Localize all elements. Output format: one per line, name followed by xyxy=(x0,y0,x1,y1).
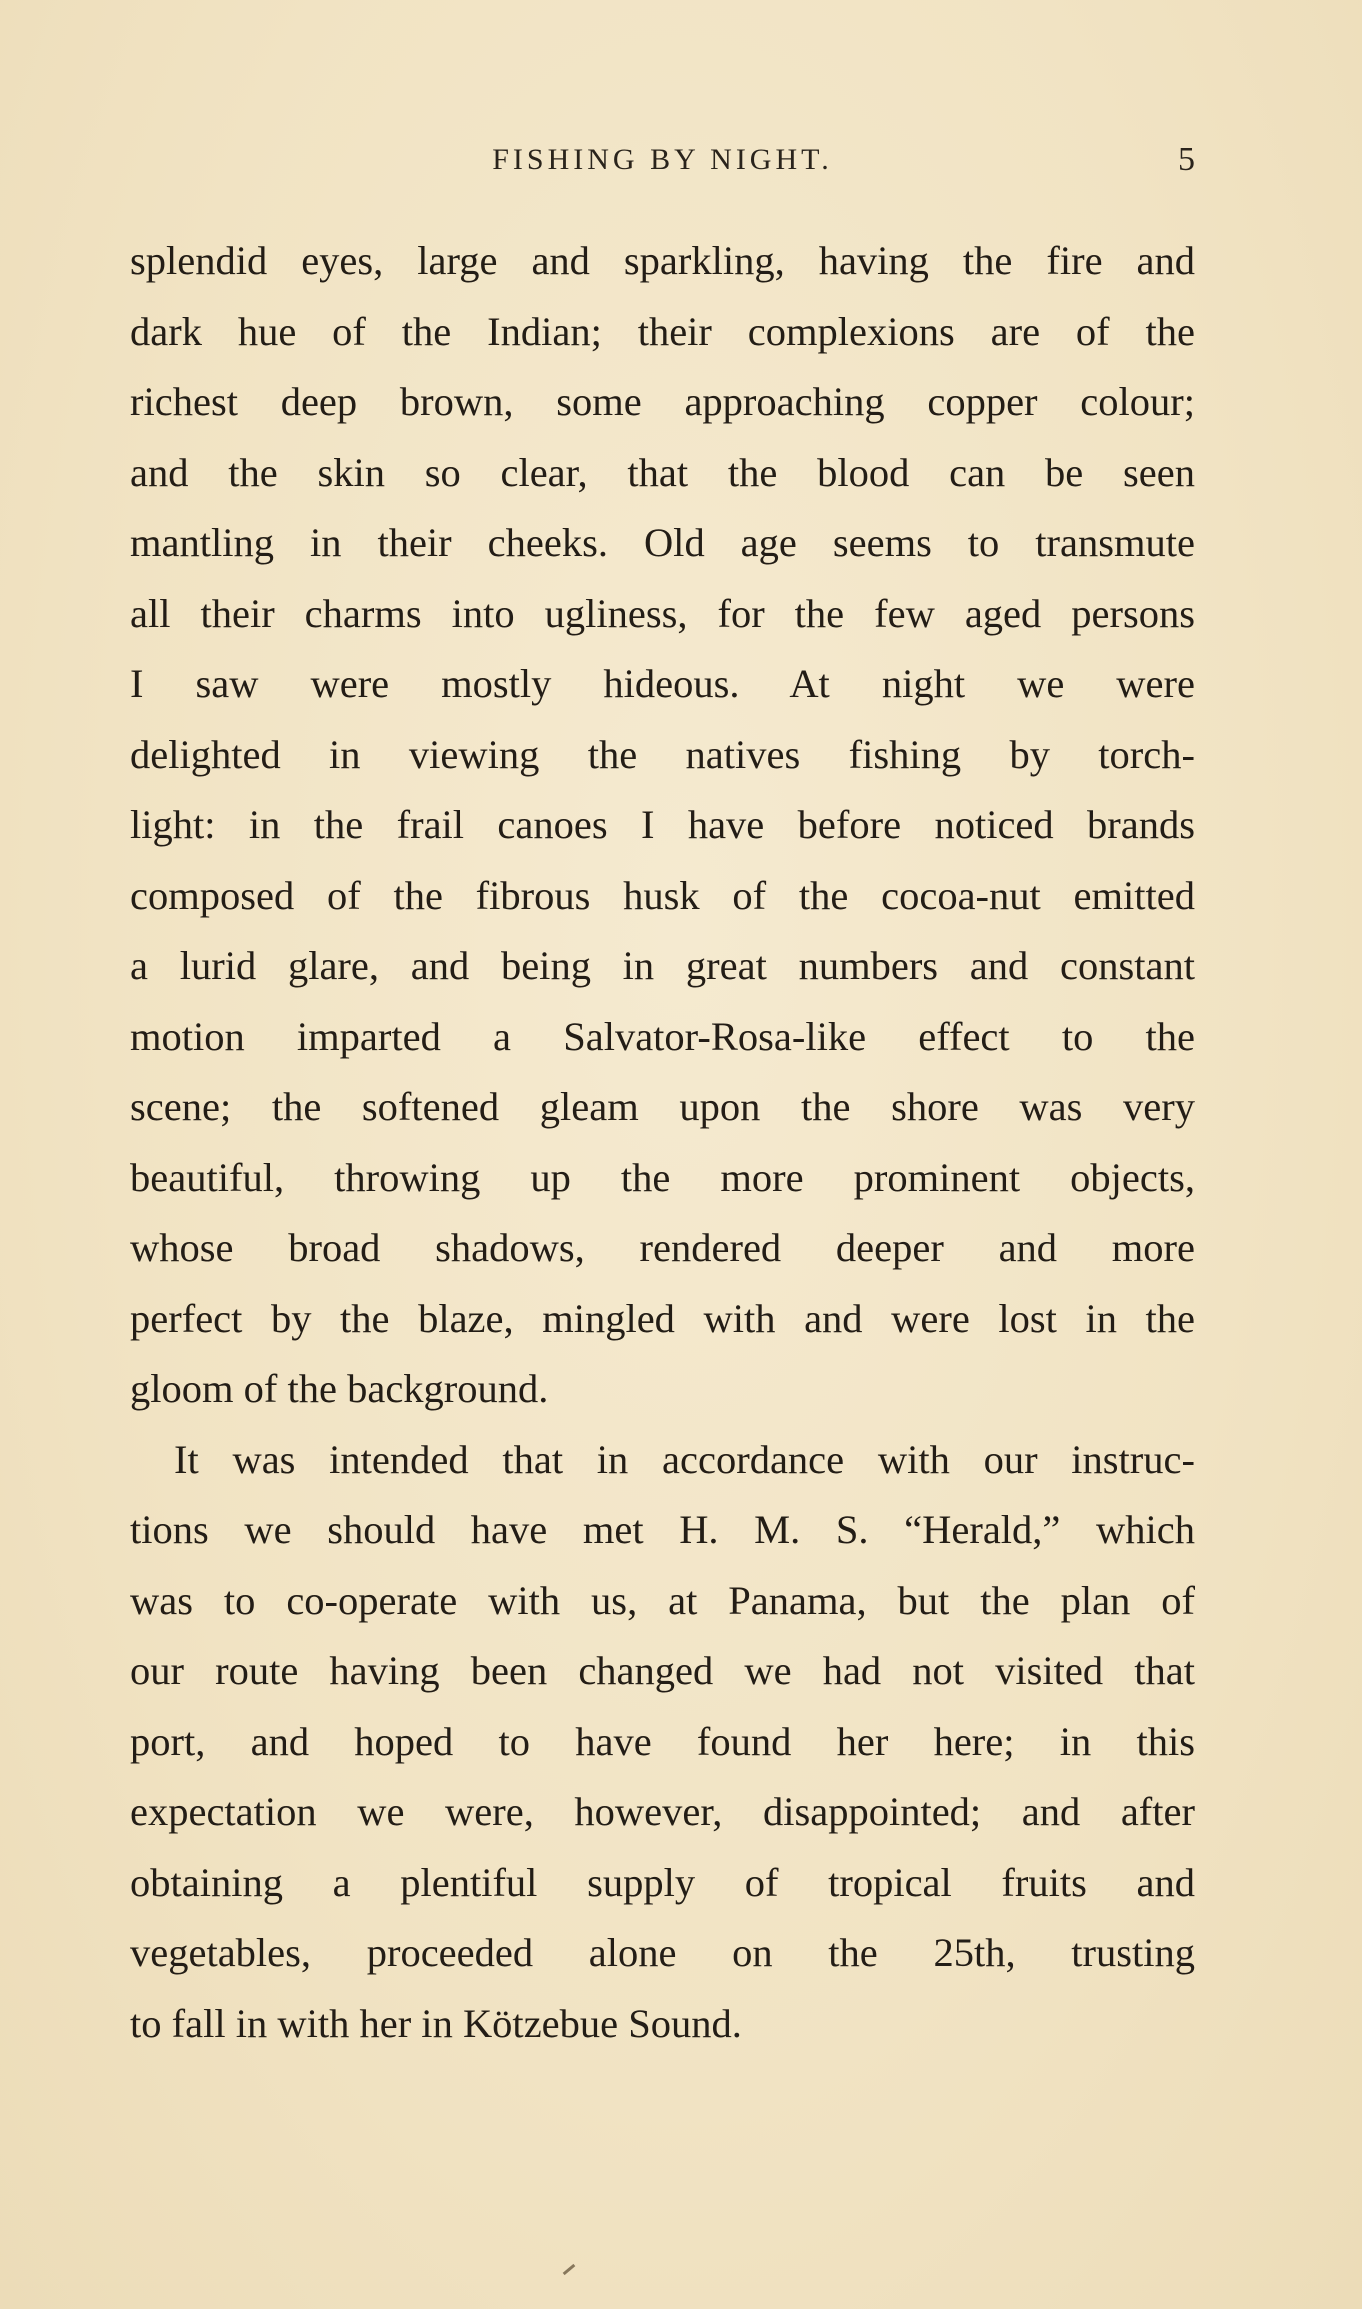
page-number: 5 xyxy=(1178,141,1195,178)
text-line: our route having been changed we had not visited that xyxy=(130,1648,1195,1693)
text-line: a lurid glare, and being in great numbers and constant xyxy=(130,943,1195,988)
chapter-title: FISHING BY NIGHT. xyxy=(492,143,833,176)
text-line: was to co-operate with us, at Panama, but the plan of xyxy=(130,1577,1195,1623)
text-line: and the skin so clear, that the blood can be seen xyxy=(130,449,1195,495)
text-line: I saw were mostly hideous. At night we were xyxy=(130,661,1195,706)
text-line: beautiful, throwing up the more prominent objects, xyxy=(130,1154,1195,1200)
text-line: splendid eyes, large and sparkling, having the fire and xyxy=(130,238,1195,283)
text-line: perfect by the blaze, mingled with and were lost in the xyxy=(130,1295,1195,1341)
text-line: vegetables, proceeded alone on the 25th, trusting xyxy=(130,1930,1195,1975)
body-text xyxy=(130,226,1195,2059)
text-line: obtaining a plentiful supply of tropical fruits and xyxy=(130,1859,1195,1905)
text-line: to fall in with her in Kötzebue Sound. xyxy=(130,2000,742,2046)
text-line: gloom of the background. xyxy=(130,1366,549,1411)
text-line: expectation we were, however, disappointed; and after xyxy=(130,1789,1195,1834)
paragraph-1 xyxy=(130,226,1195,1425)
text-line: delighted in viewing the natives fishing by torch- xyxy=(130,731,1195,777)
text-line: richest deep brown, some approaching copper colour; xyxy=(130,379,1195,424)
text-line: composed of the fibrous husk of the cocoa-nut emitted xyxy=(130,872,1195,918)
text-line: port, and hoped to have found her here; in this xyxy=(130,1718,1195,1764)
text-line: motion imparted a Salvator-Rosa-like effect to the xyxy=(130,1013,1195,1059)
text-line: whose broad shadows, rendered deeper and more xyxy=(130,1225,1195,1270)
text-line: mantling in their cheeks. Old age seems to transmute xyxy=(130,520,1195,565)
text-line: all their charms into ugliness, for the few aged persons xyxy=(130,590,1195,636)
paragraph-2 xyxy=(130,1425,1195,2060)
text-line: light: in the frail canoes I have before noticed brands xyxy=(130,802,1195,847)
text-line: dark hue of the Indian; their complexions are of the xyxy=(130,308,1195,354)
text-line: tions we should have met H. M. S. “Herald,” which xyxy=(130,1507,1195,1552)
text-line: scene; the softened gleam upon the shore was very xyxy=(130,1084,1195,1129)
text-line: It was intended that in accordance with our instruc- xyxy=(174,1436,1195,1482)
running-head xyxy=(130,140,1195,180)
ink-mark xyxy=(563,2264,576,2275)
